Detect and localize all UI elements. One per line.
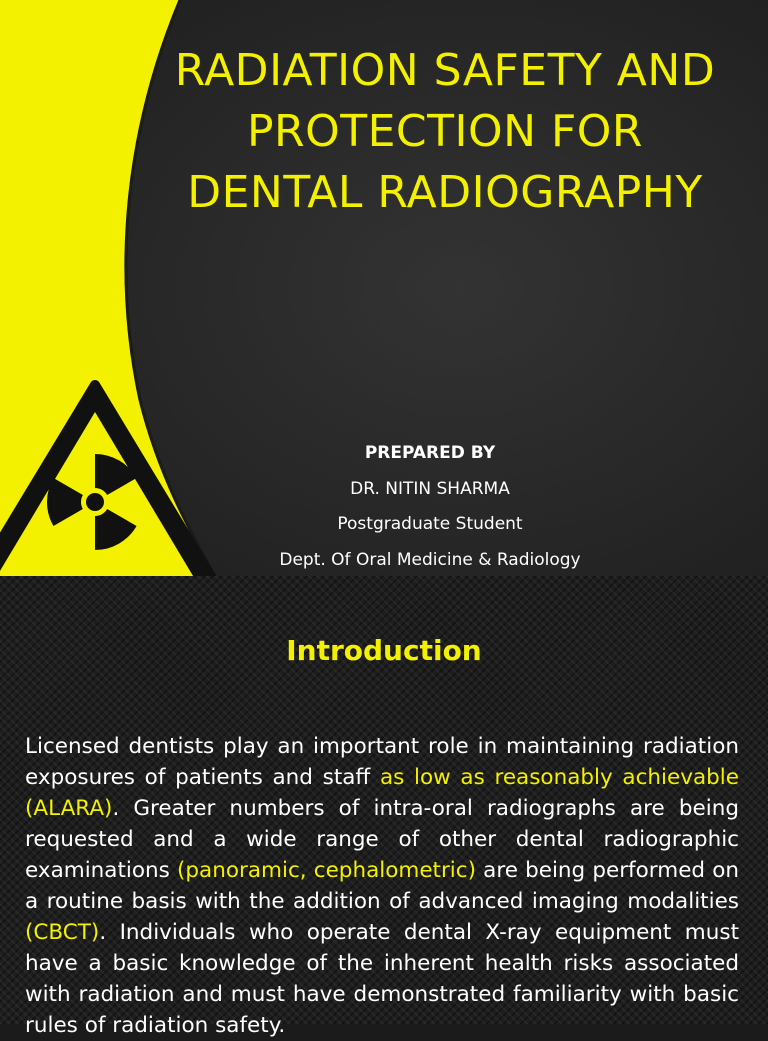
author-name: DR. NITIN SHARMA: [350, 479, 510, 499]
author-role: Postgraduate Student: [337, 514, 523, 534]
author-department: Dept. Of Oral Medicine & Radiology: [279, 550, 581, 570]
body-highlight-alara: as low as reasonably achievable (ALARA): [25, 765, 739, 821]
introduction-slide: [0, 576, 768, 1038]
slide-title: [150, 40, 740, 223]
body-segment: . Individuals who operate dental X-ray equipment must have a basic knowledge of the inherent health risks associated with radiation and must have demonstrated familiarity with basic rules of radiation safety.: [25, 920, 739, 1038]
body-segment: are being performed on a routine basis with the addition of advanced imaging modalities: [25, 858, 739, 914]
introduction-body: [25, 731, 739, 1041]
body-highlight-panoramic: (panoramic, cephalometric): [177, 858, 476, 883]
introduction-heading: Introduction: [286, 634, 482, 667]
body-segment: . Greater numbers of intra-oral radiographs are being requested and a wide range of other dental radiographic examinations: [25, 796, 739, 883]
body-segment: Licensed dentists play an important role in maintaining radiation exposures of patients and staff: [25, 734, 739, 790]
title-line-1: RADIATION SAFETY AND: [174, 45, 716, 96]
title-line-3: DENTAL RADIOGRAPHY: [187, 167, 703, 218]
body-highlight-cbct: (CBCT): [25, 920, 100, 945]
prepared-by-label: PREPARED BY: [364, 443, 496, 463]
title-line-2: PROTECTION FOR: [246, 106, 644, 157]
